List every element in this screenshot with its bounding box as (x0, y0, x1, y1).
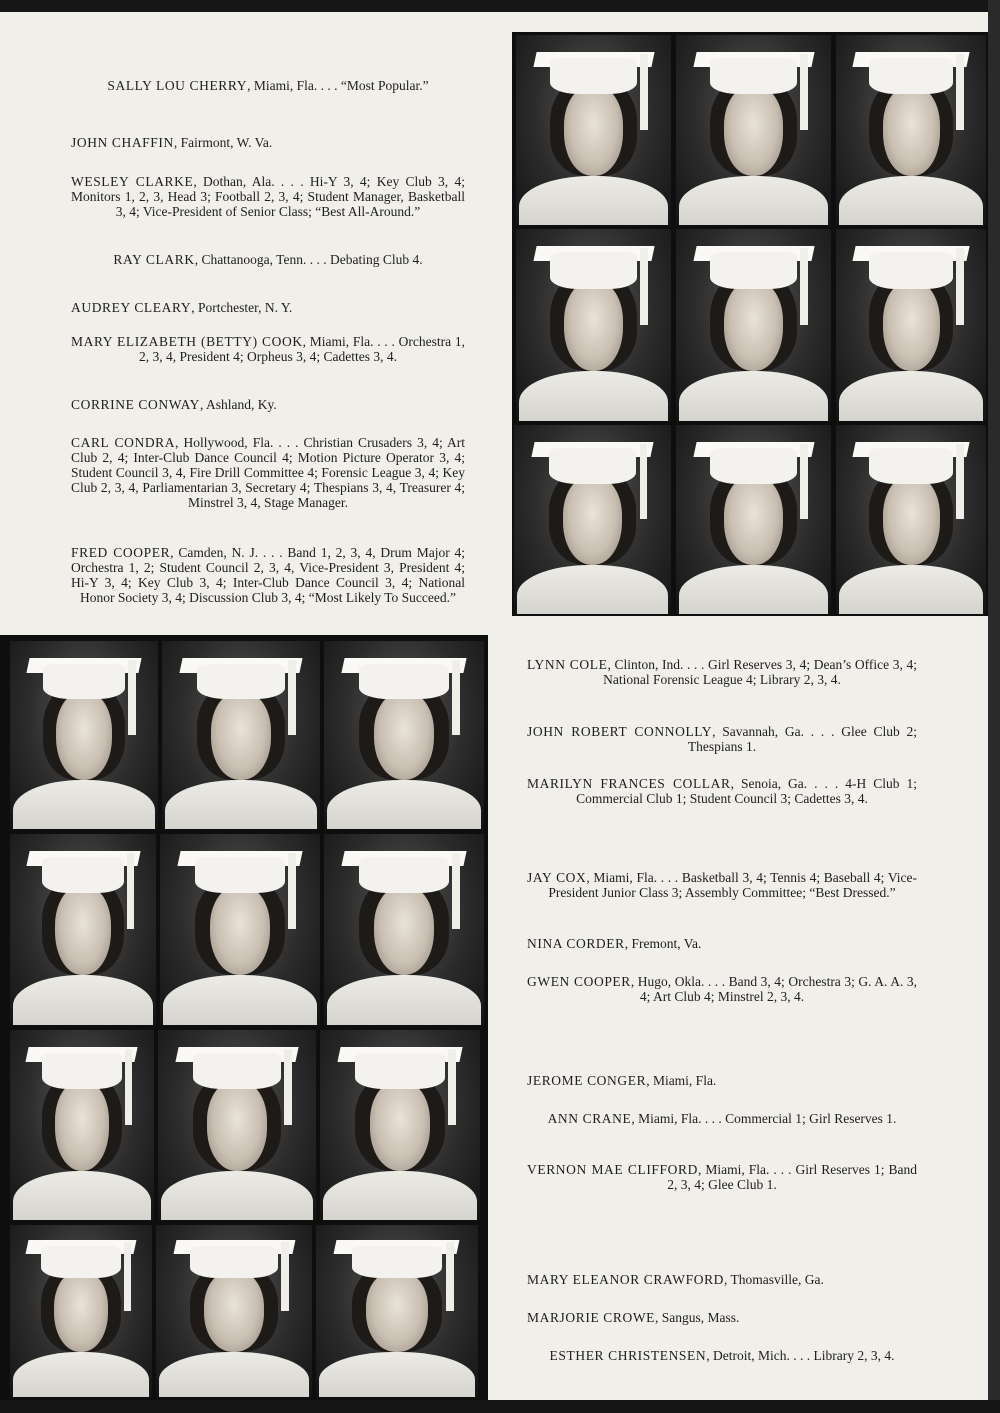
portrait-photo (836, 425, 986, 614)
portrait-photo (324, 834, 484, 1025)
portrait-photo (514, 425, 671, 614)
entry-clarke: WESLEY CLARKE, Dothan, Ala. . . . Hi-Y 3, 4; Key Club 3, 4; Monitors 1, 2, 3, Head 3; Football 2, 3, 4; Student Manager, Basketball 3, 4; Vice-President of Senior Class; “Best All-Around.” (71, 174, 465, 219)
portrait-photo (324, 641, 484, 829)
entry-connolly: JOHN ROBERT CONNOLLY, Savannah, Ga. . . . Glee Club 2; Thespians 1. (527, 724, 917, 754)
scan-bottom-edge (0, 1400, 1000, 1413)
portrait-photo (158, 1030, 316, 1220)
entry-cooper-gwen: GWEN COOPER, Hugo, Okla. . . . Band 3, 4; Orchestra 3; G. A. A. 3, 4; Art Club 4; Minstrel 2, 3, 4. (527, 974, 917, 1004)
scan-top-edge (0, 0, 1000, 12)
entry-condra: CARL CONDRA, Hollywood, Fla. . . . Christian Crusaders 3, 4; Art Club 2, 4; Inter-Club Dance Council 4; Motion Picture Operator 3, 4; Student Council 3, 4, Fire Drill Committee 4; Forensic League 3, 4; Key Club 2, 3, 4, Parliamentarian 3, Secretary 4; Thespians 3, 4, Treasurer 4; Minstrel 3, 4, Stage Manager. (71, 435, 465, 510)
entry-clifford: VERNON MAE CLIFFORD, Miami, Fla. . . . Girl Reserves 1; Band 2, 3, 4; Glee Club 1. (527, 1162, 917, 1192)
entry-christensen: ESTHER CHRISTENSEN, Detroit, Mich. . . . Library 2, 3, 4. (549, 1348, 895, 1363)
entry-cleary: AUDREY CLEARY, Portchester, N. Y. (71, 300, 293, 315)
scan-right-edge (988, 0, 1000, 1413)
portrait-photo (10, 1030, 154, 1220)
entry-cook: MARY ELIZABETH (BETTY) COOK, Miami, Fla. . . . Orchestra 1, 2, 3, 4, President 4; Orpheus 3, 4; Cadettes 3, 4. (71, 334, 465, 364)
entry-conger: JEROME CONGER, Miami, Fla. (527, 1073, 717, 1088)
portrait-photo (836, 35, 986, 225)
entry-corder: NINA CORDER, Fremont, Va. (527, 936, 702, 951)
entry-cox: JAY COX, Miami, Fla. . . . Basketball 3, 4; Tennis 4; Baseball 4; Vice-President Junior Class 3; Assembly Committee; “Best Dressed.” (527, 870, 917, 900)
portrait-photo (676, 425, 831, 614)
bottom-photo-grid (0, 635, 488, 1400)
portrait-photo (516, 229, 671, 421)
top-photo-grid (512, 32, 988, 616)
portrait-photo (10, 834, 156, 1025)
portrait-photo (316, 1225, 478, 1397)
portrait-photo (156, 1225, 312, 1397)
entry-crawford: MARY ELEANOR CRAWFORD, Thomasville, Ga. (527, 1272, 824, 1287)
portrait-photo (516, 35, 671, 225)
entry-cherry: SALLY LOU CHERRY, Miami, Fla. . . . “Most Popular.” (107, 78, 429, 93)
portrait-photo (676, 35, 831, 225)
portrait-photo (10, 641, 158, 829)
portrait-photo (160, 834, 320, 1025)
entry-chaffin: JOHN CHAFFIN, Fairmont, W. Va. (71, 135, 273, 150)
top-entries-column (71, 78, 465, 638)
entry-crowe: MARJORIE CROWE, Sangus, Mass. (527, 1310, 740, 1325)
portrait-photo (676, 229, 831, 421)
bottom-entries-column (527, 657, 917, 1377)
portrait-photo (836, 229, 986, 421)
entry-clark: RAY CLARK, Chattanooga, Tenn. . . . Debating Club 4. (113, 252, 423, 267)
entry-collar: MARILYN FRANCES COLLAR, Senoia, Ga. . . . 4-H Club 1; Commercial Club 1; Student Council 3; Cadettes 3, 4. (527, 776, 917, 806)
portrait-photo (162, 641, 320, 829)
entry-cooper-fred: FRED COOPER, Camden, N. J. . . . Band 1, 2, 3, 4, Drum Major 4; Orchestra 1, 2; Student Council 2, 3, 4, Vice-President 3, President 4; Hi-Y 3, 4; Key Club 3, 4; Inter-Club Dance Council 3, 4; National Honor Society 3, 4; Discussion Club 3, 4; “Most Likely To Succeed.” (71, 545, 465, 605)
entry-conway: CORRINE CONWAY, Ashland, Ky. (71, 397, 277, 412)
entry-crane: ANN CRANE, Miami, Fla. . . . Commercial 1; Girl Reserves 1. (547, 1111, 897, 1126)
entry-cole: LYNN COLE, Clinton, Ind. . . . Girl Reserves 3, 4; Dean’s Office 3, 4; National Forensic League 4; Library 2, 3, 4. (527, 657, 917, 687)
yearbook-page (0, 12, 988, 1400)
portrait-photo (320, 1030, 480, 1220)
portrait-photo (10, 1225, 152, 1397)
